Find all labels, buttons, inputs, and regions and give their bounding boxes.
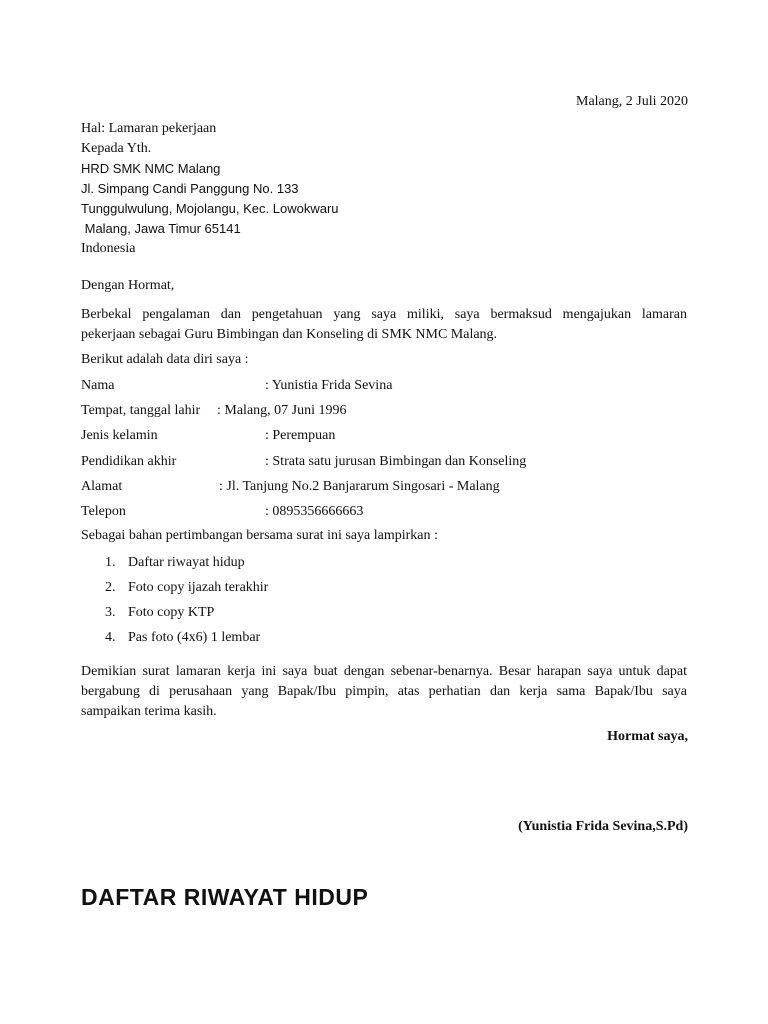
cv-section-title: DAFTAR RIWAYAT HIDUP [81,884,369,910]
letter-address-line2: Tunggulwulung, Mojolangu, Kec. Lowokwaru [81,201,339,216]
data-intro: Berikut adalah data diri saya : [81,352,249,367]
letter-address-line1: Jl. Simpang Candi Panggung No. 133 [81,181,299,196]
personal-label: Jenis kelamin [81,428,158,443]
intro-paragraph [81,305,687,345]
personal-value: : Jl. Tanjung No.2 Banjararum Singosari - Malang [219,479,500,494]
attachment-item: Foto copy ijazah terakhir [128,580,269,595]
attachment-number: 2. [105,580,116,595]
personal-value: : 0895356666663 [265,504,364,519]
letter-country: Indonesia [81,241,136,256]
closing-line: bergabung di perusahaan yang Bapak/Ibu pimpin, atas perhatian dan kerja sama Bapak/Ibu saya [81,684,687,699]
personal-label: Pendidikan akhir [81,454,177,469]
letter-subject: Hal: Lamaran pekerjaan [81,121,217,136]
attachment-item: Pas foto (4x6) 1 lembar [128,630,261,645]
letter-to: Kepada Yth. [81,141,152,156]
personal-value: : Malang, 07 Juni 1996 [217,403,347,418]
intro-line: Berbekal pengalaman dan pengetahuan yang saya miliki, saya bermaksud mengajukan lamaran [81,307,687,322]
personal-label: Telepon [81,504,126,519]
letter-address-line3: Malang, Jawa Timur 65141 [81,221,241,236]
attachment-number: 1. [105,555,116,570]
signature-name: (Yunistia Frida Sevina,S.Pd) [518,819,688,834]
attachment-number: 3. [105,605,116,620]
sign-off: Hormat saya, [607,729,688,744]
attachments-intro: Sebagai bahan pertimbangan bersama surat ini saya lampirkan : [81,528,438,543]
personal-value: : Yunistia Frida Sevina [265,378,393,393]
attachment-item: Daftar riwayat hidup [128,555,245,570]
attachment-item: Foto copy KTP [128,605,215,620]
intro-line: pekerjaan sebagai Guru Bimbingan dan Konseling di SMK NMC Malang. [81,327,498,342]
personal-value: : Strata satu jurusan Bimbingan dan Konseling [265,454,527,469]
personal-label: Tempat, tanggal lahir [81,403,201,418]
letter-date: Malang, 2 Juli 2020 [576,94,688,109]
letter-recipient: HRD SMK NMC Malang [81,161,221,176]
personal-label: Nama [81,378,115,393]
letter-greeting: Dengan Hormat, [81,278,175,293]
personal-value: : Perempuan [265,428,336,443]
closing-line: sampaikan terima kasih. [81,704,217,719]
closing-line: Demikian surat lamaran kerja ini saya buat dengan sebenar-benarnya. Besar harapan saya untuk dapat [81,664,687,679]
closing-paragraph [81,662,687,722]
attachment-number: 4. [105,630,116,645]
personal-label: Alamat [81,479,123,494]
